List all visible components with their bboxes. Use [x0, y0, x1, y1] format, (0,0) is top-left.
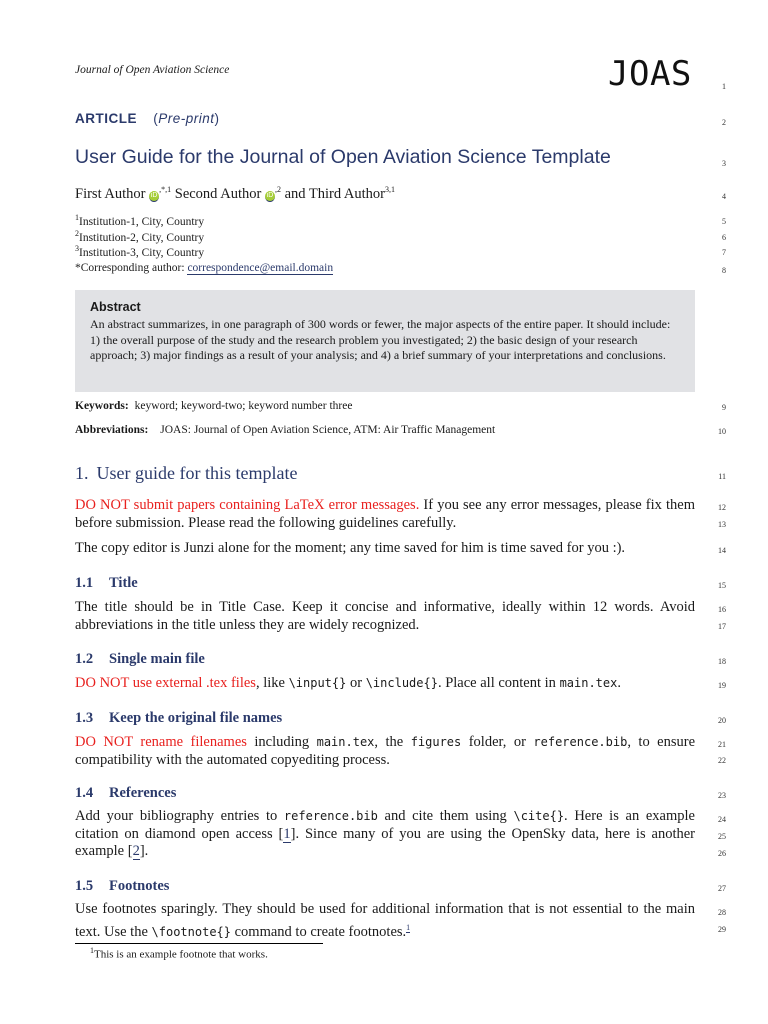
author-1-affil: *,1	[161, 185, 172, 194]
preprint-label: (Pre-print)	[153, 111, 220, 126]
email-link[interactable]: correspondence@email.domain	[187, 262, 334, 274]
subsection-heading: 1.2 Single main file	[75, 651, 205, 667]
subsection-heading: 1.1 Title	[75, 575, 138, 591]
institution: $^3$Institution-3, City, Country	[75, 244, 205, 259]
line-number: 29	[718, 925, 726, 934]
line-number: 18	[718, 657, 726, 666]
footnote: $^1$This is an example footnote that works.	[90, 946, 268, 961]
line-number: 2	[722, 118, 726, 127]
line-number: 3	[722, 159, 726, 168]
line-number: 25	[718, 832, 726, 841]
line-number: 1	[722, 82, 726, 91]
line-number: 11	[718, 472, 726, 481]
subsection-heading: 1.4 References	[75, 785, 177, 801]
section-heading: 1. User guide for this template	[75, 463, 298, 483]
author-list: First Author $iD^{,*,1}$ Second Author $iD^{,2}$ and Third Author$^{3,1}$	[75, 185, 396, 202]
page-title: User Guide for the Journal of Open Aviation Science Template	[75, 146, 611, 168]
orcid-icon[interactable]: iD	[265, 191, 275, 202]
author-3-affil: 3,1	[385, 185, 396, 194]
subsection-heading: 1.5 Footnotes	[75, 878, 170, 894]
line-number: 5	[722, 217, 726, 226]
keywords: Keywords: keyword; keyword-two; keyword number three	[75, 400, 353, 412]
paragraph: Add your bibliography entries to reference.bib and cite them using \cite{}. Here is an example citation on diamond open access [1]. Since many of you are using the OpenSky data, here is another example [2].	[75, 808, 695, 859]
corresponding-author: *Corresponding author: correspondence@email.domain	[75, 262, 334, 274]
subsection-heading: 1.3 Keep the original file names	[75, 710, 283, 726]
line-number: 22	[718, 756, 726, 765]
line-number: 12	[718, 503, 726, 512]
paragraph: DO NOT submit papers containing LaTeX error messages. If you see any error messages, please fix them before submission. Please read the following guidelines carefully.	[75, 497, 695, 531]
line-number: 13	[718, 520, 726, 529]
line-number: 26	[718, 849, 726, 858]
paragraph: The copy editor is Junzi alone for the moment; any time saved for him is time saved for you :).	[75, 540, 626, 556]
paragraph: DO NOT use external .tex files, like \input{} or \include{}. Place all content in main.tex.	[75, 675, 621, 691]
line-number: 16	[718, 605, 726, 614]
line-number: 27	[718, 884, 726, 893]
article-label: ARTICLE	[75, 111, 137, 126]
author-1: First Author	[75, 185, 146, 202]
paragraph: Use footnotes sparingly. They should be used for additional information that is not essential to the main text. Use the \footnote{} command to create footnotes.$^1$	[75, 901, 695, 940]
line-number: 8	[722, 266, 726, 275]
orcid-icon[interactable]: iD	[149, 191, 159, 202]
line-number: 9	[722, 403, 726, 412]
line-number: 24	[718, 815, 726, 824]
line-number: 19	[718, 681, 726, 690]
abstract-text: An abstract summarizes, in one paragraph of 300 words or fewer, the major aspects of the entire paper. It should include: 1) the overall purpose of the study and the research problem you investigated; 2) the basic design of your research approach; 3) major findings as a result of your analysis; and 4) a brief summary of your interpretations and conclusions.	[90, 317, 671, 362]
citation-link[interactable]: 1	[283, 825, 291, 842]
institution: $^1$Institution-1, City, Country	[75, 213, 205, 228]
article-type	[75, 111, 220, 126]
line-number: 4	[722, 192, 726, 201]
footnote-ref[interactable]: 1	[406, 922, 411, 932]
abbreviations: Abbreviations: JOAS: Journal of Open Aviation Science, ATM: Air Traffic Management	[75, 424, 496, 436]
journal-name: Journal of Open Aviation Science	[75, 64, 230, 76]
line-number: 21	[718, 740, 726, 749]
line-number: 7	[722, 248, 726, 257]
citation-link[interactable]: 2	[132, 843, 140, 859]
author-2: Second Author	[174, 185, 262, 202]
line-number: 10	[718, 427, 726, 436]
line-number: 14	[718, 546, 726, 555]
paragraph: DO NOT rename filenames including main.tex, the figures folder, or reference.bib, to ensure compatibility with the automated copyediting process.	[75, 734, 696, 768]
author-2-affil: 2	[276, 185, 281, 194]
paragraph: The title should be in Title Case. Keep it concise and informative, ideally within 12 words. Avoid abbreviations in the title unless they are widely recognized.	[75, 599, 695, 633]
line-number: 28	[718, 908, 726, 917]
line-number: 6	[722, 233, 726, 242]
journal-logo: JOAS	[608, 54, 692, 94]
author-3: and Third Author	[284, 185, 386, 202]
line-number: 23	[718, 791, 726, 800]
line-number: 17	[718, 622, 726, 631]
line-number: 20	[718, 716, 726, 725]
abstract-box	[75, 290, 695, 392]
footnote-rule	[75, 943, 323, 944]
abstract-heading: Abstract	[90, 300, 141, 314]
institution: $^2$Institution-2, City, Country	[75, 229, 205, 244]
line-number: 15	[718, 581, 726, 590]
